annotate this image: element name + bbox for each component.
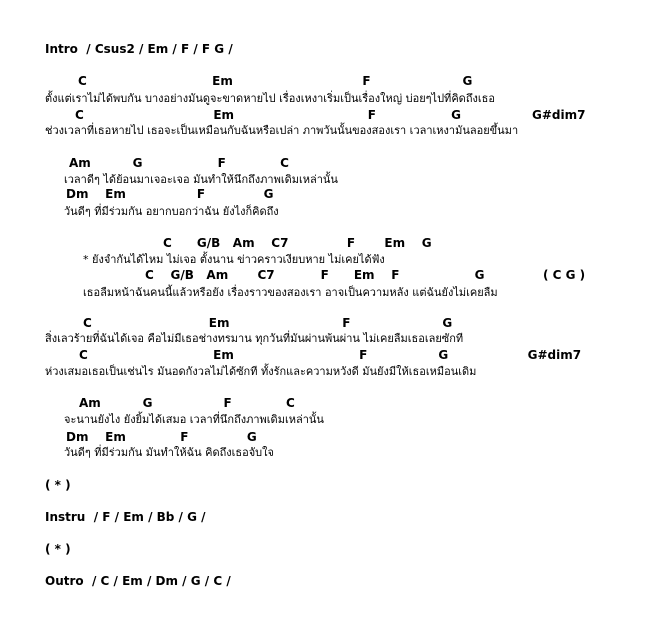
repeat-marker: ( * ): [45, 478, 71, 492]
chord-line: Am G F C: [69, 156, 289, 170]
chord-line: C Em F G G#dim7: [79, 348, 582, 362]
repeat-marker: ( * ): [45, 542, 71, 556]
chord-line: Am G F C: [79, 396, 295, 410]
lyric-line: ช่วงเวลาที่เธอหายไป เธอจะเป็นเหมือนกับฉันหรือเปล่า ภาพวันนั้นของสองเรา เวลาเหงามันลอยขึ้นมา: [45, 124, 519, 137]
lyric-line: จะนานยังไง ยังยิ้มได้เสมอ เวลาที่นึกถึงภาพเดิมเหล่านั้น: [64, 413, 324, 426]
chord-line: C Em F G: [83, 316, 453, 330]
chord-line: C Em F G: [78, 74, 473, 88]
chord-line: C G/B Am C7 F Em F G ( C G ): [145, 268, 586, 282]
chord-line: Dm Em F G: [66, 430, 257, 444]
lyric-line: ห่วงเสมอเธอเป็นเช่นไร มันอดกังวลไม่ได้ซักที ทั้งรักและความหวังดี มันยังมีให้เธอเหมือนเดิม: [45, 365, 477, 378]
chord-line: C G/B Am C7 F Em G: [163, 236, 432, 250]
lyric-line: สิ่งเลวร้ายที่ฉันได้เจอ คือไม่มีเธอช่างทรมาน ทุกวันที่มันผ่านพ้นผ่าน ไม่เคยลืมเธอเลยซักที: [45, 332, 464, 345]
lyric-line: ตั้งแต่เราไม่ได้พบกัน บางอย่างมันดูจะขาดหายไป เรื่องเหงาเริ่มเป็นเรื่องใหญ่ บ่อยๆไปที่คิดถึงเธอ: [45, 92, 495, 105]
intro-line: Intro / Csus2 / Em / F / F G /: [45, 42, 233, 56]
lyric-line: เวลาดีๆ ได้ย้อนมาเจอะเจอ มันทำให้นึกถึงภาพเดิมเหล่านั้น: [64, 173, 338, 186]
lyric-line: วันดีๆ ที่มีร่วมกัน อยากบอกว่าฉัน ยังไงก็คิดถึง: [64, 205, 279, 218]
instru-line: Instru / F / Em / Bb / G /: [45, 510, 206, 524]
lyric-line: วันดีๆ ที่มีร่วมกัน มันทำให้ฉัน คิดถึงเธอจับใจ: [64, 446, 274, 459]
chord-line: Dm Em F G: [66, 187, 274, 201]
outro-line: Outro / C / Em / Dm / G / C /: [45, 574, 231, 588]
chord-line: C Em F G G#dim7: [75, 108, 586, 122]
lyric-line: เธอลืมหน้าฉันคนนี้แล้วหรือยัง เรื่องราวของสองเรา อาจเป็นความหลัง แต่ฉันยังไม่เคยลืม: [83, 286, 498, 299]
lyric-line: * ยังจำกันได้ไหม ไม่เจอ ตั้งนาน ข่าวคราวเงียบหาย ไม่เคยได้ฟัง: [83, 253, 385, 266]
